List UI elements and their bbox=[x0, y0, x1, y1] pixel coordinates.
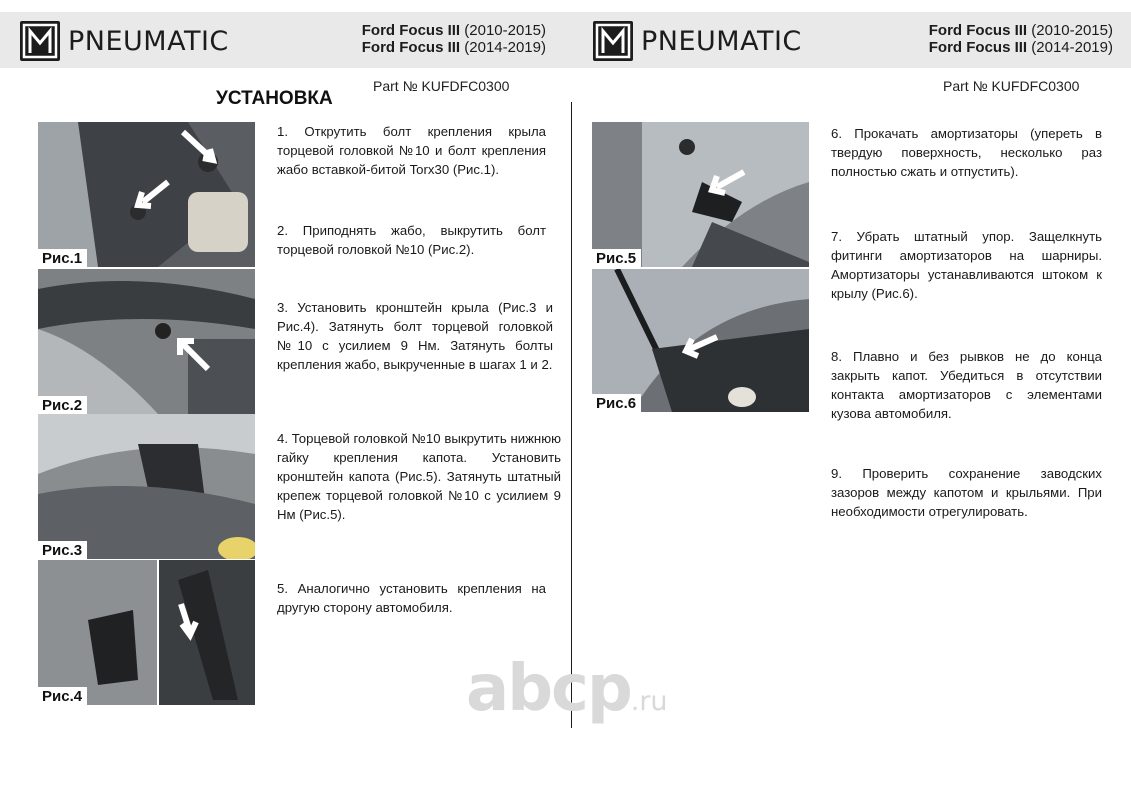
model-years: (2014-2019) bbox=[460, 39, 546, 56]
figure-6-photo bbox=[592, 269, 809, 412]
brand-logo-left bbox=[20, 21, 229, 61]
figure-1-photo bbox=[38, 122, 255, 267]
figure-caption: Рис.6 bbox=[592, 394, 641, 412]
pneumatic-logo-icon bbox=[20, 21, 60, 61]
step-6: 6. Прокачать амортизаторы (упереть в твердую поверхность, несколько раз полностью сжать и отпустить). bbox=[831, 126, 1102, 179]
model-name: Ford Focus III bbox=[928, 22, 1028, 39]
figure-caption: Рис.3 bbox=[38, 541, 87, 559]
step-4: 4. Торцевой головкой №10 выкрутить нижнюю гайку крепления капота. Установить кронштейн капота (Рис.5). Затянуть штатный крепеж торцевой головкой №10 с усилием 9 Нм (Рис.5). bbox=[277, 431, 561, 522]
figure-5-photo bbox=[592, 122, 809, 267]
step-3: 3. Установить кронштейн крыла (Рис.3 и Рис.4). Затянуть болт торцевой головкой №10 с усилием 9 Нм. Затянуть болты крепления жабо, выкрученные в шагах 1 и 2. bbox=[277, 300, 553, 372]
figure-caption: Рис.5 bbox=[592, 249, 641, 267]
pneumatic-logo-icon bbox=[593, 21, 633, 61]
model-name: Ford Focus III bbox=[361, 22, 461, 39]
step-9: 9. Проверить сохранение заводских зазоров между капотом и крыльями. При необходимости отрегулировать. bbox=[831, 466, 1102, 519]
step-7: 7. Убрать штатный упор. Защелкнуть фитинги амортизаторов на шарниры. Амортизаторы устанавливаются штоком к крылу (Рис.6). bbox=[831, 229, 1102, 301]
figure-4-photo bbox=[38, 560, 255, 705]
brand-name: PNEUMATIC bbox=[641, 25, 802, 57]
brand-logo-right bbox=[593, 21, 802, 61]
model-info-right bbox=[929, 22, 1113, 56]
part-number-left: Part № KUFDFC0300 bbox=[373, 78, 510, 94]
model-years: (2014-2019) bbox=[1027, 39, 1113, 56]
step-8: 8. Плавно и без рывков не до конца закрыть капот. Убедиться в отсутствии контакта амортизаторов с элементами кузова автомобиля. bbox=[831, 349, 1102, 421]
step-1: 1. Открутить болт крепления крыла торцевой головкой №10 и болт крепления жабо вставкой-битой Torx30 (Рис.1). bbox=[277, 124, 546, 177]
model-name: Ford Focus III bbox=[928, 39, 1028, 56]
watermark-suffix: .ru bbox=[630, 686, 668, 717]
model-years: (2010-2015) bbox=[460, 22, 546, 39]
brand-name: PNEUMATIC bbox=[68, 25, 229, 57]
watermark bbox=[466, 652, 668, 726]
figure-caption: Рис.1 bbox=[38, 249, 87, 267]
page-divider bbox=[571, 102, 572, 728]
model-years: (2010-2015) bbox=[1027, 22, 1113, 39]
model-name: Ford Focus III bbox=[361, 39, 461, 56]
section-title: УСТАНОВКА bbox=[216, 88, 333, 109]
step-5: 5. Аналогично установить крепления на другую сторону автомобиля. bbox=[277, 581, 546, 615]
model-info-left bbox=[362, 22, 546, 56]
watermark-main: abcp bbox=[466, 652, 631, 726]
figure-caption: Рис.4 bbox=[38, 687, 87, 705]
figure-2-photo bbox=[38, 269, 255, 414]
figure-3-photo bbox=[38, 414, 255, 559]
step-2: 2. Приподнять жабо, выкрутить болт торцевой головкой №10 (Рис.2). bbox=[277, 223, 546, 257]
part-number-right: Part № KUFDFC0300 bbox=[943, 78, 1080, 94]
figure-caption: Рис.2 bbox=[38, 396, 87, 414]
